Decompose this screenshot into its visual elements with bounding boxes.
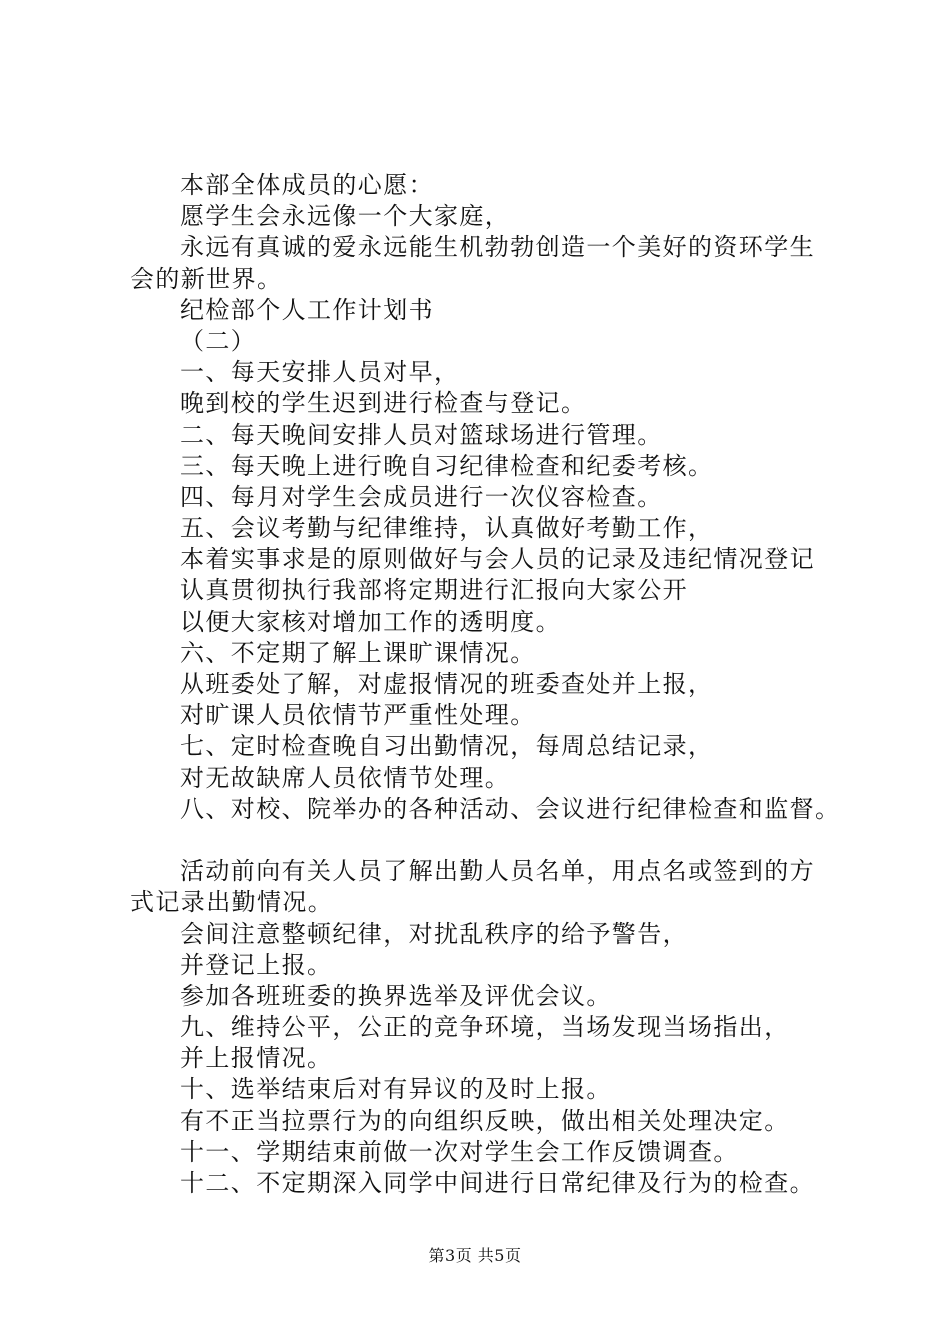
text-line: 愿学生会永远像一个大家庭， [180, 202, 511, 231]
text-line: 二、每天晚间安排人员对篮球场进行管理。 [180, 420, 663, 449]
text-line: 从班委处了解，对虚报情况的班委查处并上报， [180, 670, 714, 698]
text-line: 会间注意整顿纪律，对扰乱秩序的给予警告， [180, 919, 688, 948]
text-line: 四、每月对学生会成员进行一次仪容检查。 [180, 482, 663, 511]
text-line: 并登记上报。 [180, 950, 333, 979]
text-line: 本部全体成员的心愿： [180, 171, 434, 199]
text-line: 认真贯彻执行我部将定期进行汇报向大家公开 [180, 576, 688, 605]
text-line: 九、维持公平，公正的竞争环境，当场发现当场指出， [180, 1013, 790, 1042]
text-line: 有不正当拉票行为的向组织反映，做出相关处理决定。 [180, 1106, 790, 1135]
text-line: 对无故缺席人员依情节处理。 [180, 763, 511, 792]
text-line: 式记录出勤情况。 [130, 888, 334, 917]
text-line: 会的新世界。 [130, 264, 283, 293]
text-line: 一、每天安排人员对早， [180, 358, 460, 387]
text-line: （二） [180, 326, 257, 355]
text-line: 对旷课人员依情节严重性处理。 [180, 701, 536, 730]
text-line: 六、不定期了解上课旷课情况。 [180, 638, 536, 667]
text-line: 七、定时检查晚自习出勤情况，每周总结记录， [180, 732, 714, 761]
text-line: 十一、学期结束前做一次对学生会工作反馈调查。 [180, 1137, 739, 1166]
page-number-footer: 第3页 共5页 [428, 1246, 522, 1265]
text-line: 并上报情况。 [180, 1044, 333, 1073]
text-line: 八、对校、院举办的各种活动、会议进行纪律检查和监督。 [180, 794, 841, 823]
text-line: 晚到校的学生迟到进行检查与登记。 [180, 389, 587, 418]
text-line: 纪检部个人工作计划书 [180, 295, 434, 324]
text-line: 参加各班班委的换界选举及评优会议。 [180, 981, 612, 1010]
text-line: 永远有真诚的爱永远能生机勃勃创造一个美好的资环学生 [180, 233, 815, 262]
text-line: 活动前向有关人员了解出勤人员名单，用点名或签到的方 [180, 857, 815, 886]
text-line: 五、会议考勤与纪律维持，认真做好考勤工作， [180, 514, 714, 543]
text-line: 十、选举结束后对有异议的及时上报。 [180, 1075, 612, 1104]
text-line: 十二、不定期深入同学中间进行日常纪律及行为的检查。 [180, 1169, 815, 1197]
paragraph-gap [130, 825, 850, 856]
text-line: 以便大家核对增加工作的透明度。 [180, 607, 561, 636]
text-line: 本着实事求是的原则做好与会人员的记录及违纪情况登记 [180, 545, 815, 574]
text-line: 三、每天晚上进行晚自习纪律检查和纪委考核。 [180, 451, 714, 480]
document-body [130, 170, 850, 1199]
